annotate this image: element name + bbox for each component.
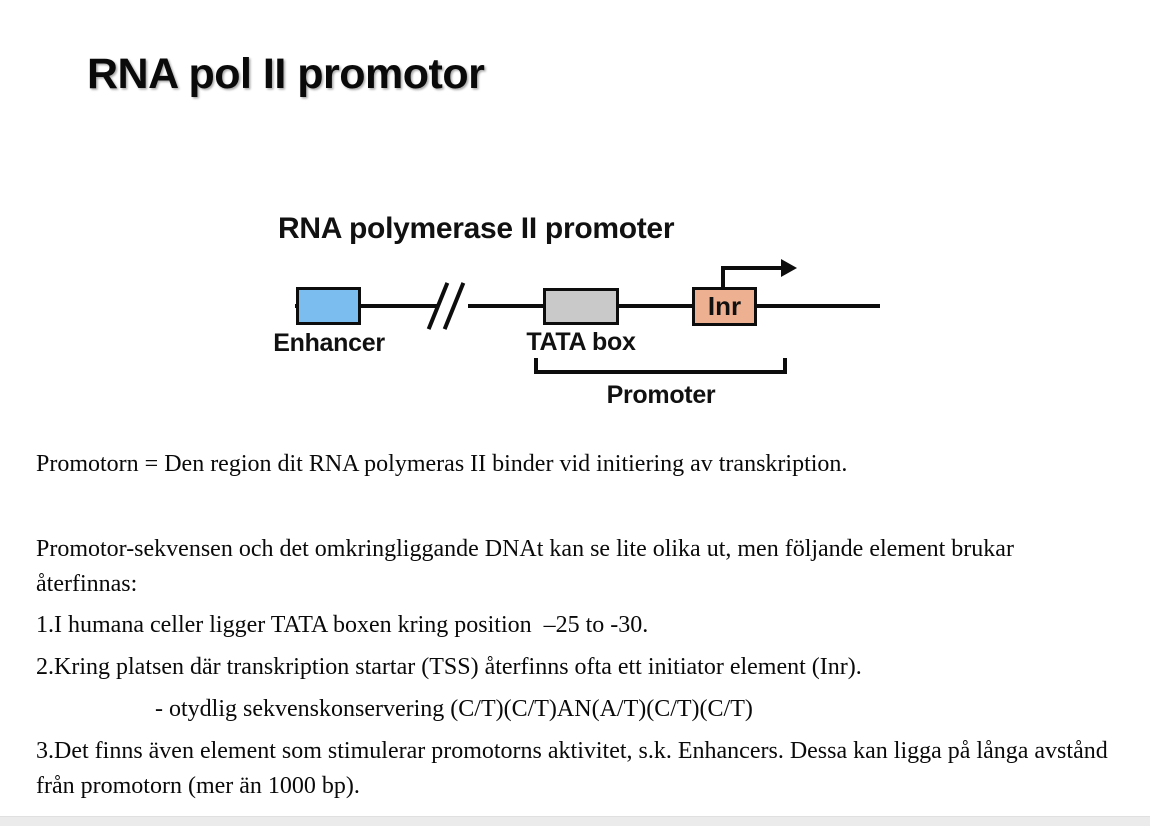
enhancer-label: Enhancer (273, 329, 385, 357)
promoter-bracket (534, 370, 787, 374)
tata-box (543, 288, 619, 325)
paragraph-promotor-definition: Promotorn = Den region dit RNA polymeras II binder vid initiering av transkription. (36, 451, 848, 477)
promoter-bracket-tick-right (783, 358, 787, 374)
transcription-start-arrow-head-icon (781, 259, 797, 277)
transcription-start-arrow-shaft (721, 266, 783, 270)
promoter-bracket-tick-left (534, 358, 538, 374)
list-subitem-consensus: - otydlig sekvenskonservering (C/T)(C/T)AN(A/T)(C/T)(C/T) (155, 696, 753, 722)
dna-line-right (468, 304, 880, 308)
slide-title: RNA pol II promotor (87, 50, 485, 98)
tata-box-label: TATA box (526, 328, 636, 356)
paragraph-promotor-sequence: Promotor-sekvensen och det omkringliggande DNAt kan se lite olika ut, men följande element brukar återfinnas: (36, 536, 1020, 597)
inr-label: Inr (707, 291, 742, 321)
list-item-tata-position: 1.I humana celler ligger TATA boxen kring position –25 to -30. (36, 612, 649, 638)
promoter-label: Promoter (606, 381, 716, 409)
inr-box (692, 287, 757, 326)
enhancer-box (296, 287, 361, 325)
diagram-heading: RNA polymerase II promoter (278, 212, 675, 245)
list-item-enhancers: 3.Det finns även element som stimulerar promotorns aktivitet, s.k. Enhancers. Dessa kan ligga på långa avstånd från promotorn (mer än 1000 bp). (36, 738, 1114, 799)
list-item-initiator-element: 2.Kring platsen där transkription startar (TSS) återfinns ofta ett initiator element (Inr). (36, 654, 862, 680)
bottom-bar (0, 816, 1150, 826)
